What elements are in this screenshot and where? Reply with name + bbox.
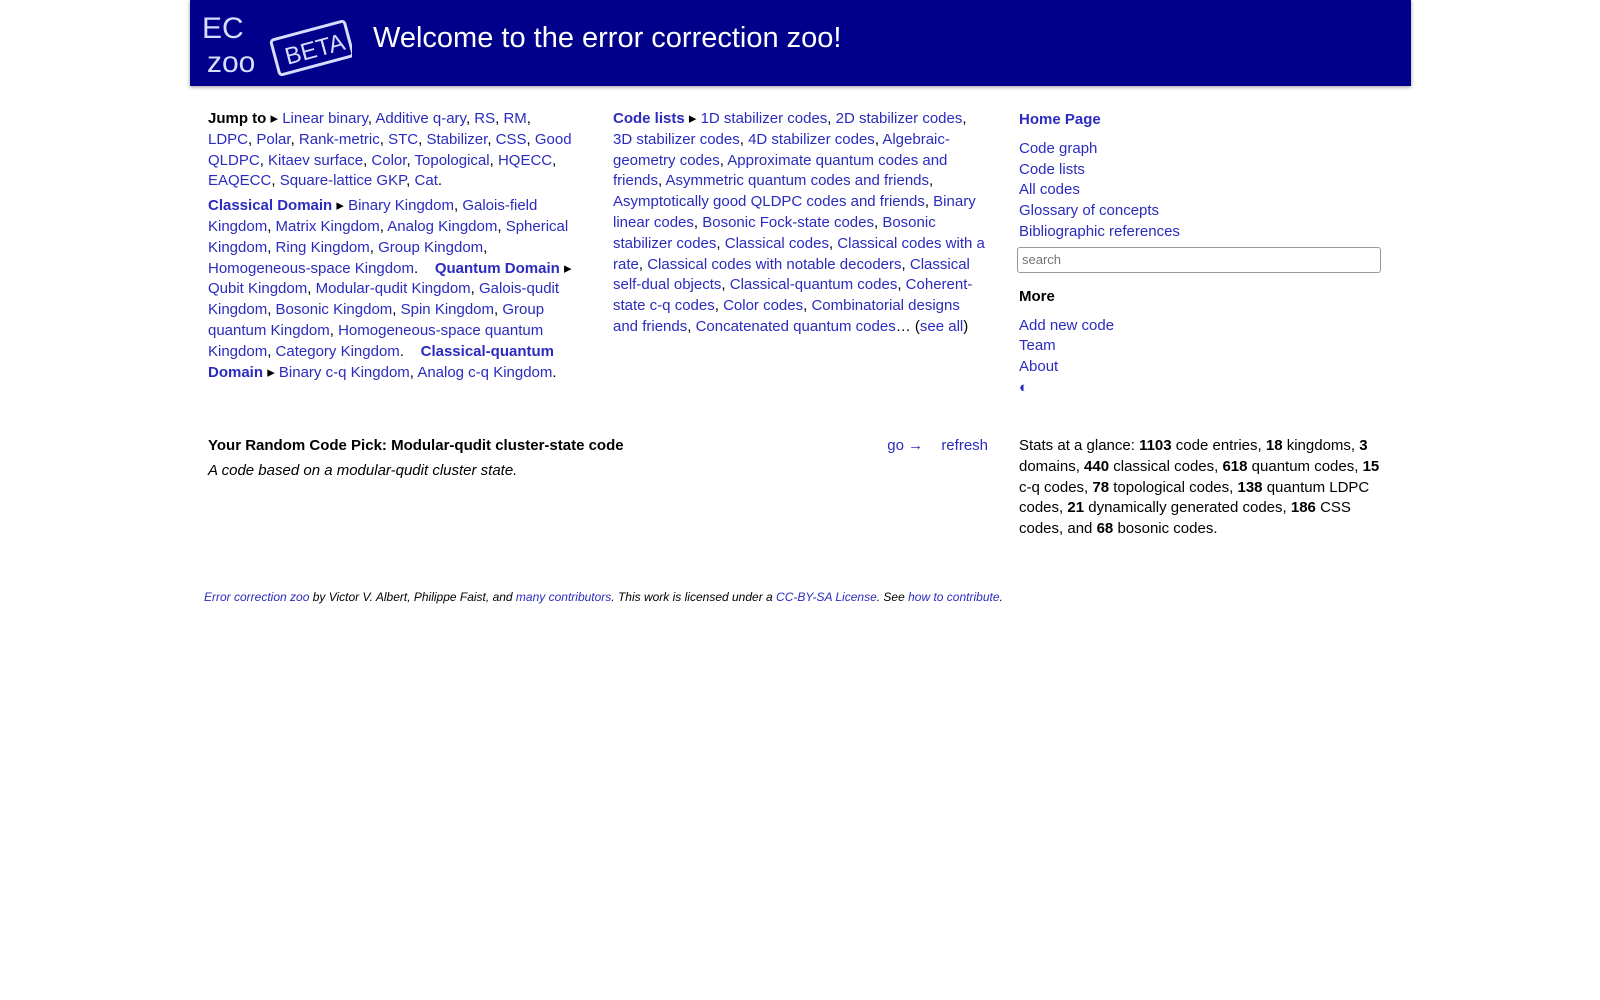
menu-link[interactable]: All codes — [1019, 181, 1080, 199]
more-menu-link[interactable]: Team — [1019, 337, 1056, 355]
code-list-link[interactable]: Concatenated quantum codes — [695, 317, 896, 335]
jump-to-link[interactable]: RS — [474, 110, 496, 127]
code-list-link[interactable]: Algebraic-geometry codes — [613, 130, 950, 169]
site-menu — [1019, 110, 1391, 399]
ec-zoo-logo[interactable] — [202, 8, 352, 76]
kingdom-link[interactable]: Galois-qudit Kingdom — [208, 280, 560, 319]
cq-kingdom-list: Binary c-q Kingdom, Analog c-q Kingdom — [278, 363, 553, 381]
license-link[interactable]: CC-BY-SA License — [776, 590, 877, 604]
stat-cq: 15 — [1362, 457, 1380, 475]
stat-dynamic: 21 — [1067, 499, 1085, 517]
arrow-icon: ▸ — [564, 259, 572, 277]
code-list-link[interactable]: Classical self-dual objects — [613, 255, 970, 294]
kingdom-link[interactable]: Homogeneous-space quantum Kingdom — [208, 321, 544, 360]
jump-to-link[interactable]: Additive q-ary — [375, 110, 466, 127]
jump-to-link[interactable]: HQECC — [497, 151, 553, 169]
menu-link[interactable]: Code lists — [1019, 160, 1085, 178]
stat-label: code entries, — [1175, 437, 1262, 454]
more-menu-link[interactable]: Add new code — [1019, 316, 1115, 334]
jump-to-link[interactable]: Color — [371, 151, 407, 169]
stat-entries: 1103 — [1139, 437, 1172, 454]
ellipsis-text: … ( — [895, 317, 920, 335]
more-menu-link[interactable]: About — [1019, 358, 1059, 376]
stat-label: quantum LDPC codes, — [1019, 478, 1370, 517]
code-list-link[interactable]: Asymptotically good QLDPC codes and friends — [613, 193, 925, 211]
more-title: More — [1019, 287, 1055, 305]
jump-to-section: Jump to ▸ Linear binary, Additive q-ary, RS, RM, LDPC, Polar, Rank-metric, STC, Stabilizer, CSS, Good QLDPC, Kitaev surface, Color, Topological, HQECC, EAQECC, Square-lattice GKP, Cat. — [208, 110, 572, 190]
jump-to-link[interactable]: Cat — [414, 172, 438, 190]
jump-to-link[interactable]: Topological — [414, 151, 490, 169]
go-link[interactable]: go → — [887, 437, 924, 454]
kingdom-link[interactable]: Analog Kingdom — [387, 217, 498, 235]
code-list-link[interactable]: Asymmetric quantum codes and friends — [665, 172, 929, 190]
code-list-link[interactable]: Bosonic stabilizer codes — [613, 213, 936, 252]
refresh-link[interactable]: refresh — [941, 437, 988, 454]
classical-quantum-domain-link[interactable]: Classical-quantum Domain — [208, 342, 554, 381]
arrow-icon: ▸ — [688, 110, 697, 127]
page-footer — [204, 590, 1003, 604]
stat-label: domains, — [1019, 457, 1080, 475]
search-input[interactable] — [1017, 247, 1381, 273]
stats-intro: Stats at a glance: — [1019, 437, 1135, 454]
code-list-link[interactable]: Classical codes with notable decoders — [647, 255, 902, 273]
stat-label: classical codes, — [1113, 457, 1219, 475]
jump-to-link[interactable]: Good QLDPC — [208, 130, 572, 169]
stat-label: dynamically generated codes, — [1088, 499, 1287, 517]
classical-kingdom-list: Binary Kingdom, Galois-field Kingdom, Matrix Kingdom, Analog Kingdom, Spherical Kingdom, Ring Kingdom, Group Kingdom, Homogeneous-space Kingdom — [208, 197, 569, 277]
home-page-link[interactable]: Home Page — [1019, 111, 1101, 128]
stat-quantum: 618 — [1222, 457, 1248, 475]
menu-link[interactable]: Code graph — [1019, 139, 1098, 157]
stat-label: CSS codes, — [1019, 499, 1351, 538]
contributors-link[interactable]: many contributors — [515, 590, 612, 604]
jump-to-link[interactable]: Stabilizer — [426, 130, 488, 148]
main-menu-list — [1019, 139, 1391, 243]
code-list-link[interactable]: 4D stabilizer codes — [748, 130, 875, 148]
random-code-title: Your Random Code Pick: Modular-qudit cluster-state code — [208, 437, 624, 454]
see-all-link[interactable]: see all — [919, 317, 964, 335]
stat-label: and — [1067, 520, 1093, 538]
kingdom-link[interactable]: Homogeneous-space Kingdom — [208, 259, 414, 277]
stat-kingdoms: 18 — [1265, 437, 1283, 454]
kingdom-link[interactable]: Galois-field Kingdom — [208, 197, 538, 235]
arrow-icon: ▸ — [336, 197, 344, 215]
footer-text: by Victor V. Albert, Philippe Faist, and — [309, 590, 516, 604]
footer-text: . This work is licensed under a — [611, 590, 777, 604]
quantum-kingdom-list: Qubit Kingdom, Modular-qudit Kingdom, Galois-qudit Kingdom, Bosonic Kingdom, Spin Kingdom, Group quantum Kingdom, Homogeneous-space quantum Kingdom, Category Kingdom — [208, 280, 560, 360]
menu-link[interactable]: Glossary of concepts — [1019, 202, 1160, 220]
random-code-pick — [208, 437, 988, 479]
jump-to-link[interactable]: Kitaev surface — [268, 151, 364, 169]
contribute-link[interactable]: how to contribute — [908, 590, 1000, 604]
stat-domains: 3 — [1359, 437, 1368, 454]
code-list-link[interactable]: Color codes — [723, 297, 804, 315]
stats-at-a-glance — [1019, 436, 1394, 540]
kingdom-link[interactable]: Binary Kingdom — [348, 197, 454, 215]
kingdom-link[interactable]: Ring Kingdom — [275, 238, 370, 256]
kingdom-link[interactable]: Matrix Kingdom — [275, 217, 380, 235]
kingdom-link[interactable]: Analog c-q Kingdom — [417, 363, 553, 381]
more-menu-list — [1019, 316, 1391, 378]
site-header — [190, 0, 1411, 86]
code-lists-label[interactable]: Code lists — [613, 110, 685, 127]
jump-to-link[interactable]: LDPC — [208, 130, 249, 148]
logo-beta-badge: BETA — [282, 28, 348, 71]
code-list-link[interactable]: 1D stabilizer codes — [700, 110, 828, 127]
stat-ldpc: 138 — [1237, 478, 1263, 496]
kingdom-link[interactable]: Group quantum Kingdom — [208, 301, 545, 339]
code-list-link[interactable]: Binary linear codes — [613, 193, 976, 231]
jump-to-link[interactable]: Rank-metric — [298, 130, 380, 148]
kingdom-link[interactable]: Spherical Kingdom — [208, 217, 569, 256]
jump-to-link[interactable]: Square-lattice GKP — [279, 172, 407, 190]
stat-label: quantum codes, — [1251, 457, 1359, 475]
random-actions — [873, 437, 988, 454]
stat-label: c-q codes, — [1019, 478, 1089, 496]
kingdom-link[interactable]: Binary c-q Kingdom — [278, 363, 410, 381]
quantum-domain-link[interactable]: Quantum Domain — [434, 259, 560, 277]
code-list-link[interactable]: Bosonic Fock-state codes — [702, 213, 874, 231]
code-list-link[interactable]: 2D stabilizer codes — [835, 110, 963, 127]
kingdom-link[interactable]: Modular-qudit Kingdom — [315, 280, 471, 298]
jump-to-link[interactable]: Linear binary — [282, 110, 368, 127]
arrow-icon: ▸ — [270, 110, 279, 127]
kingdom-link[interactable]: Group Kingdom — [378, 238, 484, 256]
logo-ec: EC — [202, 12, 244, 45]
jump-to-link[interactable]: EAQECC — [208, 172, 272, 190]
logo-zoo: zoo — [207, 46, 256, 76]
jump-to-link[interactable]: STC — [388, 130, 419, 148]
theme-toggle-icon[interactable]: ◐ — [1019, 378, 1029, 396]
welcome-title: Welcome to the error correction zoo! — [373, 22, 842, 54]
stat-classical: 440 — [1084, 457, 1110, 475]
kingdom-link[interactable]: Category Kingdom — [275, 342, 400, 360]
close-paren: ) — [963, 317, 969, 335]
kingdom-link[interactable]: Spin Kingdom — [400, 301, 495, 319]
kingdom-link[interactable]: Bosonic Kingdom — [275, 301, 393, 319]
code-list-link[interactable]: Coherent-state c-q codes — [613, 276, 973, 315]
code-list-link[interactable]: Classical codes with a rate — [613, 234, 985, 273]
stat-css: 186 — [1290, 499, 1316, 517]
domains-section: Classical Domain ▸ Binary Kingdom, Galois-field Kingdom, Matrix Kingdom, Analog Kingdom, Spherical Kingdom, Ring Kingdom, Group Kingdom, Homogeneous-space Kingdom. Quantum Domain ▸ Qubit Kingdom, Modular-qudit Kingdom, Galois-qudit Kingdom, Bosonic Kingdom, Spin Kingdom, Group quantum Kingdom, Homogeneous-space quantum Kingdom, Category Kingdom. Classical-quantum Domain ▸ Binary c-q Kingdom, Analog c-q Kingdom. — [208, 197, 572, 381]
code-lists-section — [613, 109, 988, 338]
jump-to-label: Jump to — [208, 110, 267, 127]
code-list-link[interactable]: Approximate quantum codes and friends — [613, 151, 948, 190]
footer-text: . See — [876, 590, 909, 604]
code-list-link[interactable]: Classical codes — [724, 234, 829, 252]
code-list-link[interactable]: Classical-quantum codes — [729, 276, 898, 294]
stat-label: topological codes, — [1113, 478, 1234, 496]
jump-to-link[interactable]: CSS — [495, 130, 527, 148]
jump-to-link[interactable]: Polar — [256, 130, 291, 148]
jump-to-link[interactable]: RM — [503, 110, 527, 127]
stat-bosonic: 68 — [1096, 520, 1114, 538]
menu-link[interactable]: Bibliographic references — [1019, 222, 1180, 240]
arrow-icon: ▸ — [267, 363, 275, 381]
stat-label: bosonic codes. — [1117, 520, 1218, 538]
footer-text: . — [999, 590, 1003, 604]
jump-to-list: Linear binary, Additive q-ary, RS, RM, LDPC, Polar, Rank-metric, STC, Stabilizer, CSS, Good QLDPC, Kitaev surface, Color, Topological, HQECC, EAQECC, Square-lattice GKP, Cat — [208, 110, 572, 190]
random-code-description: A code based on a modular-qudit cluster state. — [208, 462, 518, 479]
code-list-link[interactable]: Combinatorial designs and friends — [613, 297, 960, 335]
zoo-link[interactable]: Error correction zoo — [204, 590, 310, 604]
stat-label: kingdoms, — [1286, 437, 1356, 454]
kingdom-link[interactable]: Qubit Kingdom — [208, 280, 308, 298]
classical-domain-link[interactable]: Classical Domain — [208, 197, 333, 215]
stat-topological: 78 — [1092, 478, 1110, 496]
code-lists-list: 1D stabilizer codes, 2D stabilizer codes, 3D stabilizer codes, 4D stabilizer codes, Algebraic-geometry codes, Approximate quantum codes and friends, Asymmetric quantum codes and friends, Asymptotically good QLDPC codes and friends, Binary linear codes, Bosonic Fock-state codes, Bosonic stabilizer codes, Classical codes, Classical codes with a rate, Classical codes with notable decoders, Classical self-dual objects, Classical-quantum codes, Coherent-state c-q codes, Color codes, Combinatorial designs and friends, Concatenated quantum codes — [613, 110, 985, 335]
code-list-link[interactable]: 3D stabilizer codes — [613, 130, 740, 148]
kingdom-navigation — [208, 109, 578, 383]
